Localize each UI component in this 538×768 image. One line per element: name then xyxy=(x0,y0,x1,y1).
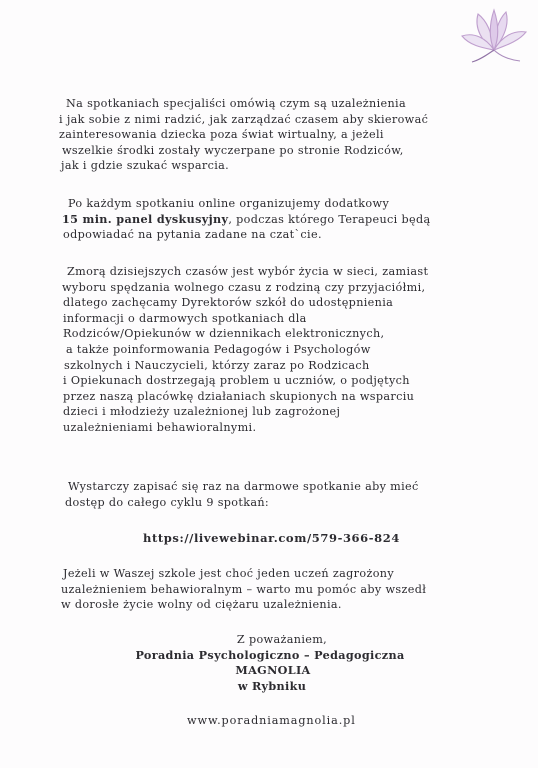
webinar-link-text[interactable]: https://livewebinar.com/579-366-824 xyxy=(143,531,400,545)
closing-paragraph xyxy=(63,566,426,613)
text-line: zainteresowania dziecka poza świat wirtualny, a jeżeli xyxy=(59,128,384,142)
panel-paragraph xyxy=(62,196,431,243)
text-line: Po każdym spotkaniu online organizujemy dodatkowy xyxy=(68,197,390,210)
text-line: a także poinformowania Pedagogów i Psychologów xyxy=(66,342,371,356)
text-line: wszelkie środki zostały wyczerpane po stronie Rodziców, xyxy=(62,143,404,157)
text-line: przez naszą placówkę działaniach skupionych na wsparciu xyxy=(63,389,415,403)
invitation-paragraph xyxy=(62,264,429,436)
text-line: i Opiekunach dostrzegają problem u uczniów, o podjętych xyxy=(63,374,410,388)
closing-salutation: Z poważaniem, xyxy=(236,633,328,646)
text-line: informacji o darmowych spotkaniach dla xyxy=(63,311,307,325)
text-line: wyboru spędzania wolnego czasu z rodziną czy przyjaciółmi, xyxy=(62,280,426,294)
text-line: Wystarczy zapisać się raz na darmowe spotkanie aby mieć xyxy=(68,480,419,493)
text-line: , podczas którego Terapeuci będą xyxy=(228,212,431,226)
text-line: w dorosłe życie wolny od ciężaru uzależnienia. xyxy=(61,598,342,612)
text-line: uzależnieniami behawioralnymi. xyxy=(63,420,257,434)
signup-paragraph xyxy=(65,479,419,510)
organization-name: Poradnia Psychologiczno – Pedagogiczna xyxy=(135,647,405,662)
organization-city: w Rybniku xyxy=(237,678,307,693)
website-text[interactable]: www.poradniamagnolia.pl xyxy=(187,714,356,727)
intro-paragraph xyxy=(59,96,429,174)
website-link[interactable] xyxy=(187,713,356,729)
text-line: i jak sobie z nimi radzić, jak zarządzać czasem aby skierować xyxy=(59,112,429,126)
text-line: jak i gdzie szukać wsparcia. xyxy=(61,159,230,173)
webinar-link[interactable] xyxy=(143,531,400,547)
signature-block xyxy=(100,632,440,694)
text-line: Na spotkaniach specjaliści omówią czym są uzależnienia xyxy=(66,97,406,110)
text-line: uzależnieniem behawioralnym – warto mu pomóc aby wszedł xyxy=(61,582,427,596)
panel-highlight: 15 min. panel dyskusyjny xyxy=(62,211,229,226)
text-line: dostęp do całego cyklu 9 spotkań: xyxy=(65,495,270,509)
organization-brand: MAGNOLIA xyxy=(235,663,311,678)
text-line: Jeżeli w Waszej szkole jest choć jeden uczeń zagrożony xyxy=(63,567,395,580)
text-line: odpowiadać na pytania zadane na czat`cie. xyxy=(63,228,322,242)
text-line: szkolnych i Nauczycieli, którzy zaraz po Rodzicach xyxy=(64,358,370,372)
text-line: dlatego zachęcamy Dyrektorów szkół do udostępnienia xyxy=(63,296,394,310)
magnolia-flower-icon xyxy=(458,6,530,66)
text-line: Rodziców/Opiekunów w dziennikach elektronicznych, xyxy=(63,327,385,341)
text-line: Zmorą dzisiejszych czasów jest wybór życia w sieci, zamiast xyxy=(67,265,429,278)
text-line: dzieci i młodzieży uzależnionej lub zagrożonej xyxy=(63,405,341,419)
